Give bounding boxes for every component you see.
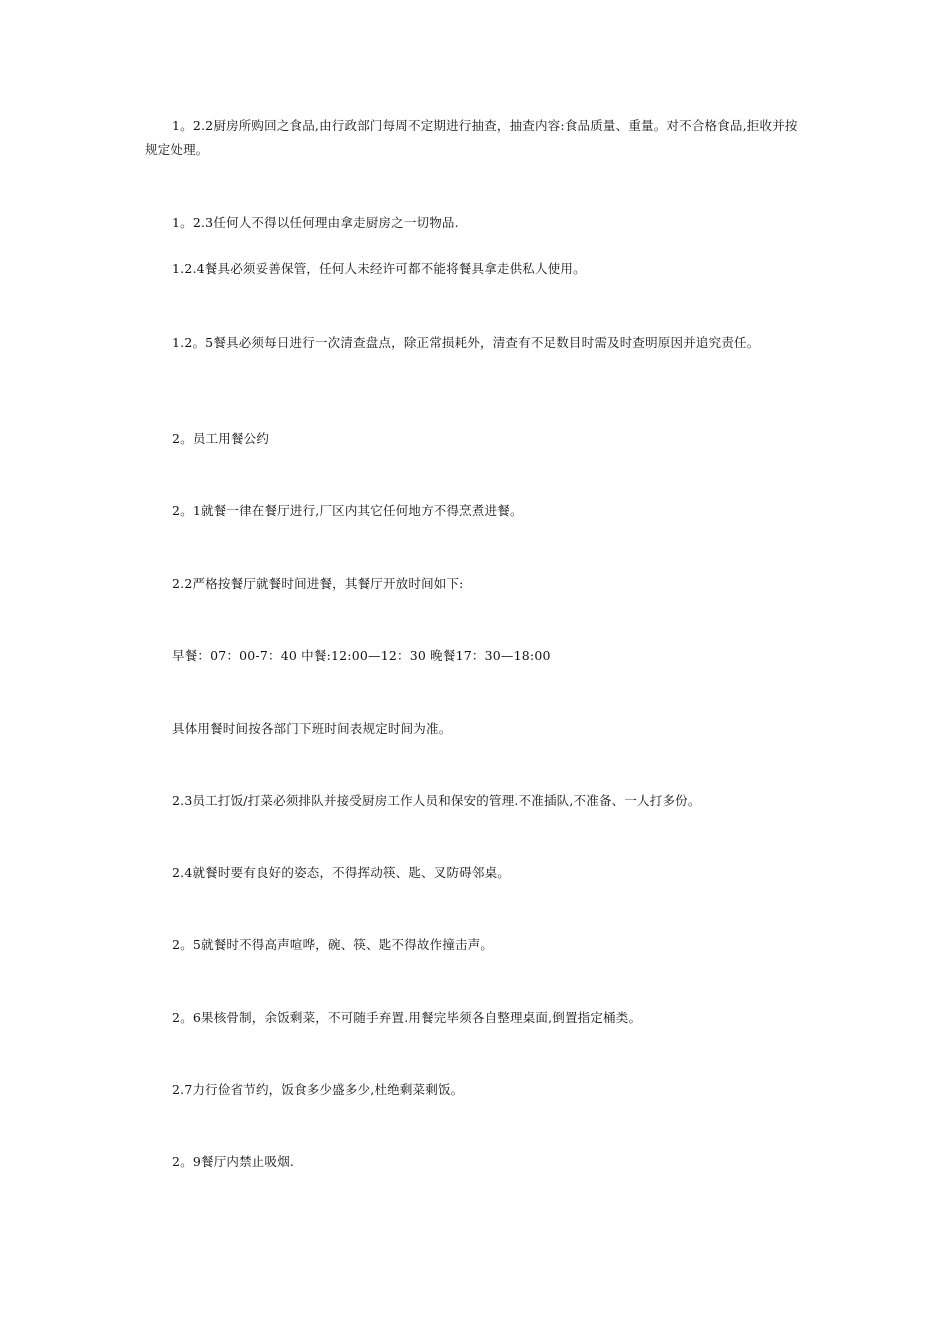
meal-time-note: 具体用餐时间按各部门下班时间表规定时间为准。: [172, 721, 452, 736]
paragraph-2-6: 2。6果核骨制，余饭剩菜，不可随手弃置.用餐完毕须各自整理桌面,倒置指定桶类。: [172, 1010, 642, 1025]
paragraph-1-2-5: 1.2。5餐具必须每日进行一次清查盘点，除正常损耗外，清查有不足数目时需及时查明原因并追究责任。: [172, 335, 760, 350]
paragraph-2-4: 2.4就餐时要有良好的姿态，不得挥动筷、匙、叉防碍邻桌。: [172, 865, 510, 880]
paragraph-2-1: 2。1就餐一律在餐厅进行,厂区内其它任何地方不得烹煮进餐。: [172, 503, 523, 518]
paragraph-1-2-3: 1。2.3任何人不得以任何理由拿走厨房之一切物品.: [172, 215, 459, 230]
paragraph-1-2-2: 1。2.2厨房所购回之食品,由行政部门每周不定期进行抽查，抽查内容:食品质量、重量。对不合格食品,拒收并按规定处理。: [145, 118, 798, 157]
paragraph-2-9: 2。9餐厅内禁止吸烟.: [172, 1154, 295, 1169]
meal-times: 早餐：07：00-7：40 中餐:12:00—12：30 晚餐17：30—18:00: [172, 648, 551, 663]
paragraph-1-2-4: 1.2.4餐具必须妥善保管，任何人未经许可都不能将餐具拿走供私人使用。: [172, 261, 586, 276]
paragraph-2-7: 2.7力行俭省节约，饭食多少盛多少,杜绝剩菜剩饭。: [172, 1082, 464, 1097]
paragraph-2-2: 2.2严格按餐厅就餐时间进餐，其餐厅开放时间如下:: [172, 576, 464, 591]
section-heading-2: 2。员工用餐公约: [172, 431, 270, 446]
paragraph-2-3: 2.3员工打饭/打菜必须排队并接受厨房工作人员和保安的管理.不准插队,不准备、一人打多份。: [172, 793, 701, 808]
paragraph-2-5: 2。5就餐时不得高声喧哗，碗、筷、匙不得故作撞击声。: [172, 937, 494, 952]
